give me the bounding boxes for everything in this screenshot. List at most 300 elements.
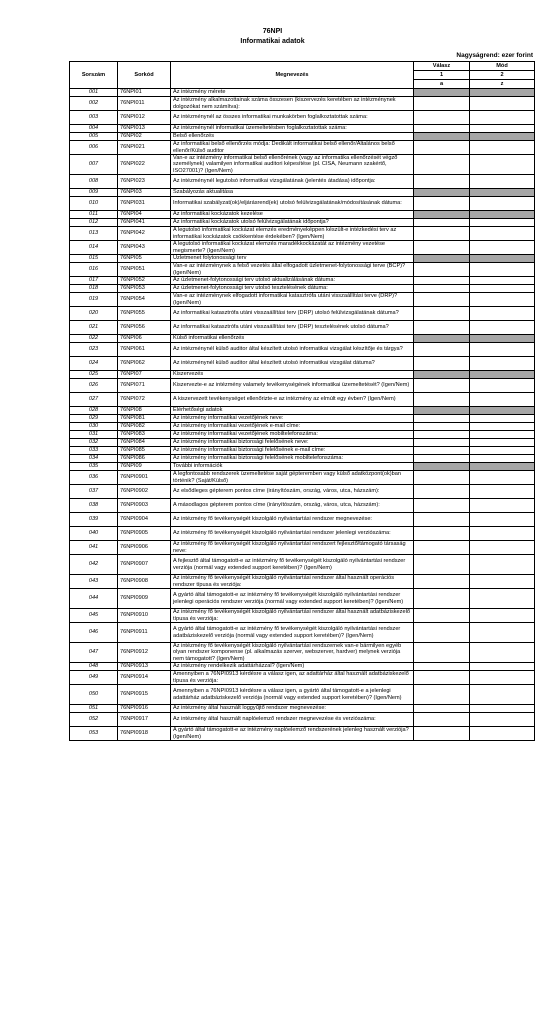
row-description: Az intézmény fő tevékenységét kiszolgáló nyilvántartási rendszer által használt adatbáziskezelő típusa és verziója: — [171, 609, 414, 623]
table-row — [70, 197, 535, 211]
report-code-title: 76NPI — [262, 28, 283, 35]
row-number: 033 — [70, 447, 118, 455]
row-description: A legutolsó informatikai kockázat elemzés eredményeképpen készült-e intézkedési terv az informatikai kockázatok csökkentése érdekében? (Igen/Nem) — [171, 227, 414, 241]
row-description: Az informatikai katasztrófa utáni visszaállítási terv (DRP) tesztelésének utolsó dátuma? — [171, 321, 414, 335]
row-number: 028 — [70, 407, 118, 415]
row-number: 007 — [70, 155, 118, 175]
row-number: 005 — [70, 133, 118, 141]
table-section-row — [70, 189, 535, 197]
mode-cell[interactable] — [470, 263, 535, 277]
row-code: 76NPI0911 — [118, 623, 171, 643]
answer-cell[interactable] — [414, 219, 470, 227]
row-number: 029 — [70, 415, 118, 423]
header-col-z: z — [470, 80, 535, 89]
row-number: 049 — [70, 671, 118, 685]
row-description: Van-e az intézmény informatikai belső ellenőrének (vagy az informatika ellenőrzését végző személynek) valamilyen informatikai auditori képesítése (pl. CISA, Neumann szakértő, ISO27001)? (Igen/Nem) — [171, 155, 414, 175]
answer-cell[interactable] — [414, 423, 470, 431]
answer-cell[interactable] — [414, 175, 470, 189]
row-description: Az intézmény fő tevékenységét kiszolgáló nyilvántartási rendszernek van-e bármilyen egyéb olyan rendszer komponense (pl. alkalmazás szerver, webszerver, hardver) melynek verziója nem támogatott? (Igen/Nem) — [171, 643, 414, 663]
mode-cell[interactable] — [470, 527, 535, 541]
row-number: 012 — [70, 219, 118, 227]
row-description: Az intézménynél külső auditor által készített utolsó informatikai vizsgálat készítője és tárgya? — [171, 343, 414, 357]
table-section-row — [70, 335, 535, 343]
row-number: 010 — [70, 197, 118, 211]
table-section-row — [70, 255, 535, 263]
table-row — [70, 415, 535, 423]
row-description: Külső informatikai ellenőrzés — [171, 335, 414, 343]
row-number: 023 — [70, 343, 118, 357]
mode-cell[interactable] — [470, 293, 535, 307]
row-code: 76NPI021 — [118, 141, 171, 155]
mode-cell[interactable] — [470, 307, 535, 321]
mode-cell[interactable] — [470, 357, 535, 371]
answer-cell[interactable] — [414, 277, 470, 285]
mode-cell — [470, 407, 535, 415]
row-description: Az intézménynél külső auditor által készített utolsó informatikai vizsgálat dátuma? — [171, 357, 414, 371]
answer-cell — [414, 335, 470, 343]
row-code: 76NPI023 — [118, 175, 171, 189]
row-description: Az intézménynél az összes informatikai munkakörben foglalkoztatottak száma: — [171, 111, 414, 125]
row-number: 031 — [70, 431, 118, 439]
answer-cell[interactable] — [414, 97, 470, 111]
row-number: 045 — [70, 609, 118, 623]
table-row — [70, 343, 535, 357]
row-description: Az intézmény informatikai biztonsági felelősének e-mail címe: — [171, 447, 414, 455]
row-number: 050 — [70, 685, 118, 705]
row-code: 76NPI02 — [118, 133, 171, 141]
row-code: 76NPI084 — [118, 439, 171, 447]
row-number: 042 — [70, 555, 118, 575]
data-table — [69, 61, 535, 741]
row-description: Kiszervezés — [171, 371, 414, 379]
row-description: Az informatikai katasztrófa utáni visszaállítási terv (DRP) utolsó felülvizsgálatának dátuma? — [171, 307, 414, 321]
row-code: 76NPI0913 — [118, 663, 171, 671]
table-row — [70, 499, 535, 513]
table-row — [70, 321, 535, 335]
header-valasz: Válasz — [414, 62, 470, 71]
mode-cell[interactable] — [470, 685, 535, 705]
mode-cell[interactable] — [470, 541, 535, 555]
table-section-row — [70, 89, 535, 97]
mode-cell[interactable] — [470, 343, 535, 357]
answer-cell[interactable] — [414, 285, 470, 293]
row-description: Az informatikai belső ellenőrzés módja: Dedikált informatikai belső ellenőr/Általános belső ellenőr/Külső auditor — [171, 141, 414, 155]
row-description: Üzletmenet folytonossági terv — [171, 255, 414, 263]
mode-cell[interactable] — [470, 431, 535, 439]
row-code: 76NPI05 — [118, 255, 171, 263]
mode-cell[interactable] — [470, 471, 535, 485]
row-code: 76NPI051 — [118, 263, 171, 277]
row-code: 76NPI041 — [118, 219, 171, 227]
answer-cell[interactable] — [414, 263, 470, 277]
row-description: Az intézmény által használt loggyűjtő rendszer megnevezése: — [171, 705, 414, 713]
row-code: 76NPI08 — [118, 407, 171, 415]
answer-cell — [414, 211, 470, 219]
row-description: A gyártó által támogatott-e az intézmény fő tevékenységét kiszolgáló nyilvántartási rendszer adatbáziskezelő verziója (normál vagy extended support keretében)? (Igen/Nem) — [171, 623, 414, 643]
mode-cell[interactable] — [470, 423, 535, 431]
answer-cell[interactable] — [414, 499, 470, 513]
table-row — [70, 379, 535, 393]
row-number: 030 — [70, 423, 118, 431]
row-description: Kiszervezte-e az intézmény valamely tevékenységének informatikai üzemeltetését? (Igen/Nem) — [171, 379, 414, 393]
row-code: 76NPI083 — [118, 431, 171, 439]
table-row — [70, 485, 535, 499]
row-code: 76NPI03 — [118, 189, 171, 197]
table-row — [70, 589, 535, 609]
row-number: 032 — [70, 439, 118, 447]
row-number: 004 — [70, 125, 118, 133]
mode-cell[interactable] — [470, 623, 535, 643]
row-description: Az intézmény informatikai vezetőjének neve: — [171, 415, 414, 423]
mode-cell[interactable] — [470, 609, 535, 623]
row-description: Az üzletmenet-folytonossági terv utolsó tesztelésének dátuma: — [171, 285, 414, 293]
row-code: 76NPI054 — [118, 293, 171, 307]
table-row — [70, 705, 535, 713]
row-description: Van-e az intézménynek elfogadott informatikai katasztrófa utáni visszaállítási terve (DRP)? (Igen/Nem) — [171, 293, 414, 307]
row-number: 024 — [70, 357, 118, 371]
answer-cell[interactable] — [414, 685, 470, 705]
answer-cell — [414, 189, 470, 197]
answer-cell[interactable] — [414, 125, 470, 133]
row-code: 76NPI0902 — [118, 485, 171, 499]
answer-cell[interactable] — [414, 589, 470, 609]
row-number: 022 — [70, 335, 118, 343]
row-number: 015 — [70, 255, 118, 263]
row-description: Belső ellenőrzés — [171, 133, 414, 141]
answer-cell[interactable] — [414, 197, 470, 211]
row-code: 76NPI0906 — [118, 541, 171, 555]
row-number: 017 — [70, 277, 118, 285]
mode-cell[interactable] — [470, 197, 535, 211]
row-number: 041 — [70, 541, 118, 555]
mode-cell[interactable] — [470, 663, 535, 671]
answer-cell[interactable] — [414, 343, 470, 357]
row-number: 035 — [70, 463, 118, 471]
table-row — [70, 263, 535, 277]
answer-cell[interactable] — [414, 393, 470, 407]
mode-cell[interactable] — [470, 439, 535, 447]
mode-cell[interactable] — [470, 485, 535, 499]
row-number: 053 — [70, 727, 118, 741]
answer-cell[interactable] — [414, 321, 470, 335]
header-col-1: 1 — [414, 71, 470, 80]
table-row — [70, 455, 535, 463]
row-description: Az üzletmenet-folytonossági terv utolsó aktualizálásának dátuma: — [171, 277, 414, 285]
row-code: 76NPI012 — [118, 111, 171, 125]
row-number: 037 — [70, 485, 118, 499]
unit-note: Nagyságrend: ezer forint — [456, 52, 533, 59]
table-row — [70, 575, 535, 589]
row-code: 76NPI085 — [118, 447, 171, 455]
row-number: 013 — [70, 227, 118, 241]
row-description: A gyártó által támogatott-e az intézmény fő tevékenységét kiszolgáló nyilvántartási rendszer jelenlegi operációs rendszer verziója (normál vagy extended support keretében)? (Igen/Nem) — [171, 589, 414, 609]
row-description: Az informatikai kockázatok kezelése — [171, 211, 414, 219]
row-code: 76NPI0905 — [118, 527, 171, 541]
table-row — [70, 175, 535, 189]
table-row — [70, 609, 535, 623]
table-section-row — [70, 211, 535, 219]
mode-cell[interactable] — [470, 141, 535, 155]
table-row — [70, 431, 535, 439]
table-row — [70, 241, 535, 255]
answer-cell — [414, 371, 470, 379]
row-number: 026 — [70, 379, 118, 393]
answer-cell[interactable] — [414, 307, 470, 321]
row-number: 009 — [70, 189, 118, 197]
mode-cell[interactable] — [470, 555, 535, 575]
row-number: 047 — [70, 643, 118, 663]
row-code: 76NPI04 — [118, 211, 171, 219]
answer-cell[interactable] — [414, 293, 470, 307]
answer-cell[interactable] — [414, 663, 470, 671]
row-code: 76NPI0903 — [118, 499, 171, 513]
row-code: 76NPI0908 — [118, 575, 171, 589]
row-number: 034 — [70, 455, 118, 463]
answer-cell — [414, 407, 470, 415]
header-col-a: a — [414, 80, 470, 89]
answer-cell[interactable] — [414, 643, 470, 663]
mode-cell — [470, 133, 535, 141]
mode-cell — [470, 211, 535, 219]
table-row — [70, 541, 535, 555]
answer-cell — [414, 89, 470, 97]
row-number: 038 — [70, 499, 118, 513]
answer-cell[interactable] — [414, 471, 470, 485]
mode-cell[interactable] — [470, 705, 535, 713]
mode-cell — [470, 463, 535, 471]
row-code: 76NPI09 — [118, 463, 171, 471]
row-description: Az intézmény informatikai biztonsági felelősének mobiltelefonszáma: — [171, 455, 414, 463]
answer-cell — [414, 463, 470, 471]
table-row — [70, 643, 535, 663]
answer-cell[interactable] — [414, 609, 470, 623]
row-code: 76NPI031 — [118, 197, 171, 211]
mode-cell[interactable] — [470, 155, 535, 175]
answer-cell[interactable] — [414, 727, 470, 741]
table-row — [70, 447, 535, 455]
row-number: 052 — [70, 713, 118, 727]
row-number: 019 — [70, 293, 118, 307]
mode-cell[interactable] — [470, 643, 535, 663]
mode-cell[interactable] — [470, 415, 535, 423]
table-row — [70, 125, 535, 133]
row-code: 76NPI043 — [118, 241, 171, 255]
row-description: Az intézmény mérete — [171, 89, 414, 97]
answer-cell[interactable] — [414, 555, 470, 575]
row-code: 76NPI0916 — [118, 705, 171, 713]
mode-cell — [470, 335, 535, 343]
mode-cell[interactable] — [470, 219, 535, 227]
table-row — [70, 293, 535, 307]
answer-cell[interactable] — [414, 379, 470, 393]
row-number: 008 — [70, 175, 118, 189]
table-row — [70, 671, 535, 685]
table-row — [70, 111, 535, 125]
mode-cell[interactable] — [470, 447, 535, 455]
mode-cell[interactable] — [470, 513, 535, 527]
table-row — [70, 713, 535, 727]
row-number: 021 — [70, 321, 118, 335]
header-sorkod: Sorkód — [118, 62, 171, 89]
mode-cell[interactable] — [470, 727, 535, 741]
answer-cell[interactable] — [414, 705, 470, 713]
row-code: 76NPI0907 — [118, 555, 171, 575]
answer-cell[interactable] — [414, 447, 470, 455]
row-code: 76NPI0901 — [118, 471, 171, 485]
mode-cell[interactable] — [470, 575, 535, 589]
row-description: A gyártó által támogatott-e az intézmény naplóelemző rendszerének jelenleg használt verziója? (Igen/Nem) — [171, 727, 414, 741]
row-description: A legutolsó informatikai kockázat elemzés maradékkockázatát az intézmény vezetése megismerte? (Igen/Nem) — [171, 241, 414, 255]
mode-cell[interactable] — [470, 393, 535, 407]
row-number: 027 — [70, 393, 118, 407]
row-description: Szabályozás aktualitása — [171, 189, 414, 197]
row-description: Az intézménynél informatikai üzemeltetésben foglalkoztatottak száma: — [171, 125, 414, 133]
mode-cell[interactable] — [470, 227, 535, 241]
mode-cell — [470, 255, 535, 263]
answer-cell[interactable] — [414, 623, 470, 643]
mode-cell[interactable] — [470, 111, 535, 125]
mode-cell[interactable] — [470, 241, 535, 255]
answer-cell[interactable] — [414, 357, 470, 371]
mode-cell[interactable] — [470, 713, 535, 727]
table-section-row — [70, 133, 535, 141]
row-number: 018 — [70, 285, 118, 293]
row-code: 76NPI042 — [118, 227, 171, 241]
table-row — [70, 513, 535, 527]
row-description: Az intézmény informatikai vezetőjének e-mail címe: — [171, 423, 414, 431]
answer-cell[interactable] — [414, 575, 470, 589]
row-description: Informatikai szabályzat(ok)/eljárásrend(ek) utolsó felülvizsgálatának/módosításának dátuma: — [171, 197, 414, 211]
row-description: Amennyiben a 76NPI0913 kérdésre a válasz igen, az adattárház által használt adatbáziskezelő típusa és verziója: — [171, 671, 414, 685]
mode-cell[interactable] — [470, 125, 535, 133]
row-description: További információk — [171, 463, 414, 471]
row-description: A másodlagos gépterem pontos címe (irányítószám, ország, város, utca, házszám): — [171, 499, 414, 513]
row-number: 036 — [70, 471, 118, 485]
answer-cell[interactable] — [414, 513, 470, 527]
answer-cell[interactable] — [414, 455, 470, 463]
row-code: 76NPI0904 — [118, 513, 171, 527]
mode-cell[interactable] — [470, 499, 535, 513]
answer-cell[interactable] — [414, 541, 470, 555]
table-section-row — [70, 407, 535, 415]
row-code: 76NPI0917 — [118, 713, 171, 727]
row-number: 011 — [70, 211, 118, 219]
row-code: 76NPI082 — [118, 423, 171, 431]
row-number: 044 — [70, 589, 118, 609]
row-code: 76NPI061 — [118, 343, 171, 357]
mode-cell[interactable] — [470, 671, 535, 685]
row-number: 039 — [70, 513, 118, 527]
row-description: Amennyiben a 76NPI0913 kérdésre a válasz igen, a gyártó által támogatott-e a jelenlegi adattárház adatbáziskezelő verziója (normál vagy extended support keretében)? (Igen/Nem) — [171, 685, 414, 705]
row-code: 76NPI0912 — [118, 643, 171, 663]
table-row — [70, 97, 535, 111]
row-code: 76NPI062 — [118, 357, 171, 371]
mode-cell[interactable] — [470, 175, 535, 189]
row-code: 76NPI0914 — [118, 671, 171, 685]
row-number: 014 — [70, 241, 118, 255]
row-code: 76NPI022 — [118, 155, 171, 175]
table-row — [70, 155, 535, 175]
answer-cell[interactable] — [414, 155, 470, 175]
row-code: 76NPI013 — [118, 125, 171, 133]
row-description: Az intézmény alkalmazottainak száma összesen (kiszervezés keretében az intézménynek dolgozókat nem számítva): — [171, 97, 414, 111]
header-col-2: 2 — [470, 71, 535, 80]
row-code: 76NPI06 — [118, 335, 171, 343]
mode-cell — [470, 371, 535, 379]
mode-cell[interactable] — [470, 589, 535, 609]
row-description: Az intézmény informatikai biztonsági felelősének neve: — [171, 439, 414, 447]
answer-cell[interactable] — [414, 671, 470, 685]
table-row — [70, 471, 535, 485]
table-row — [70, 219, 535, 227]
row-number: 003 — [70, 111, 118, 125]
answer-cell[interactable] — [414, 241, 470, 255]
row-description: A fejlesztő által támogatott-e az intézmény fő tevékenységét kiszolgáló nyilvántartási rendszer verziója (normál vagy extended support keretében)? (Igen/Nem) — [171, 555, 414, 575]
row-description: A kiszervezett tevékenységet ellenőrizte-e az intézmény az elmúlt egy évben? (Igen/Nem) — [171, 393, 414, 407]
row-description: Az intézmény által használt naplóelemző rendszer megnevezése és verziószáma: — [171, 713, 414, 727]
answer-cell[interactable] — [414, 713, 470, 727]
table-row — [70, 439, 535, 447]
mode-cell[interactable] — [470, 97, 535, 111]
row-code: 76NPI0909 — [118, 589, 171, 609]
row-number: 020 — [70, 307, 118, 321]
answer-cell[interactable] — [414, 527, 470, 541]
answer-cell[interactable] — [414, 439, 470, 447]
answer-cell[interactable] — [414, 111, 470, 125]
answer-cell — [414, 255, 470, 263]
mode-cell[interactable] — [470, 379, 535, 393]
answer-cell[interactable] — [414, 431, 470, 439]
row-code: 76NPI056 — [118, 321, 171, 335]
mode-cell[interactable] — [470, 321, 535, 335]
row-number: 006 — [70, 141, 118, 155]
row-number: 046 — [70, 623, 118, 643]
row-description: Az intézmény fő tevékenységét kiszolgáló nyilvántartási rendszer által használt operációs rendszer típusa és verziója: — [171, 575, 414, 589]
table-row — [70, 663, 535, 671]
row-code: 76NPI072 — [118, 393, 171, 407]
row-description: Elérhetőségi adatok — [171, 407, 414, 415]
mode-cell[interactable] — [470, 277, 535, 285]
row-number: 040 — [70, 527, 118, 541]
answer-cell[interactable] — [414, 227, 470, 241]
row-description: Az intézmény fő tevékenységét kiszolgáló nyilvántartási rendszer megnevezése: — [171, 513, 414, 527]
row-number: 051 — [70, 705, 118, 713]
row-description: Az intézmény fő tevékenységét kiszolgáló nyilvántartási rendszert fejlesztő/támogató társaság neve: — [171, 541, 414, 555]
table-row — [70, 727, 535, 741]
row-number: 016 — [70, 263, 118, 277]
table-row — [70, 685, 535, 705]
answer-cell[interactable] — [414, 141, 470, 155]
mode-cell[interactable] — [470, 455, 535, 463]
answer-cell[interactable] — [414, 415, 470, 423]
row-code: 76NPI053 — [118, 285, 171, 293]
row-number: 025 — [70, 371, 118, 379]
row-number: 043 — [70, 575, 118, 589]
table-row — [70, 423, 535, 431]
row-code: 76NPI011 — [118, 97, 171, 111]
table-row — [70, 623, 535, 643]
row-code: 76NPI0918 — [118, 727, 171, 741]
row-description: Az intézmény rendelkezik adattárházzal? (Igen/Nem) — [171, 663, 414, 671]
mode-cell[interactable] — [470, 285, 535, 293]
table-row — [70, 227, 535, 241]
answer-cell[interactable] — [414, 485, 470, 499]
row-code: 76NPI01 — [118, 89, 171, 97]
mode-cell — [470, 189, 535, 197]
row-number: 001 — [70, 89, 118, 97]
row-code: 76NPI081 — [118, 415, 171, 423]
table-section-row — [70, 371, 535, 379]
